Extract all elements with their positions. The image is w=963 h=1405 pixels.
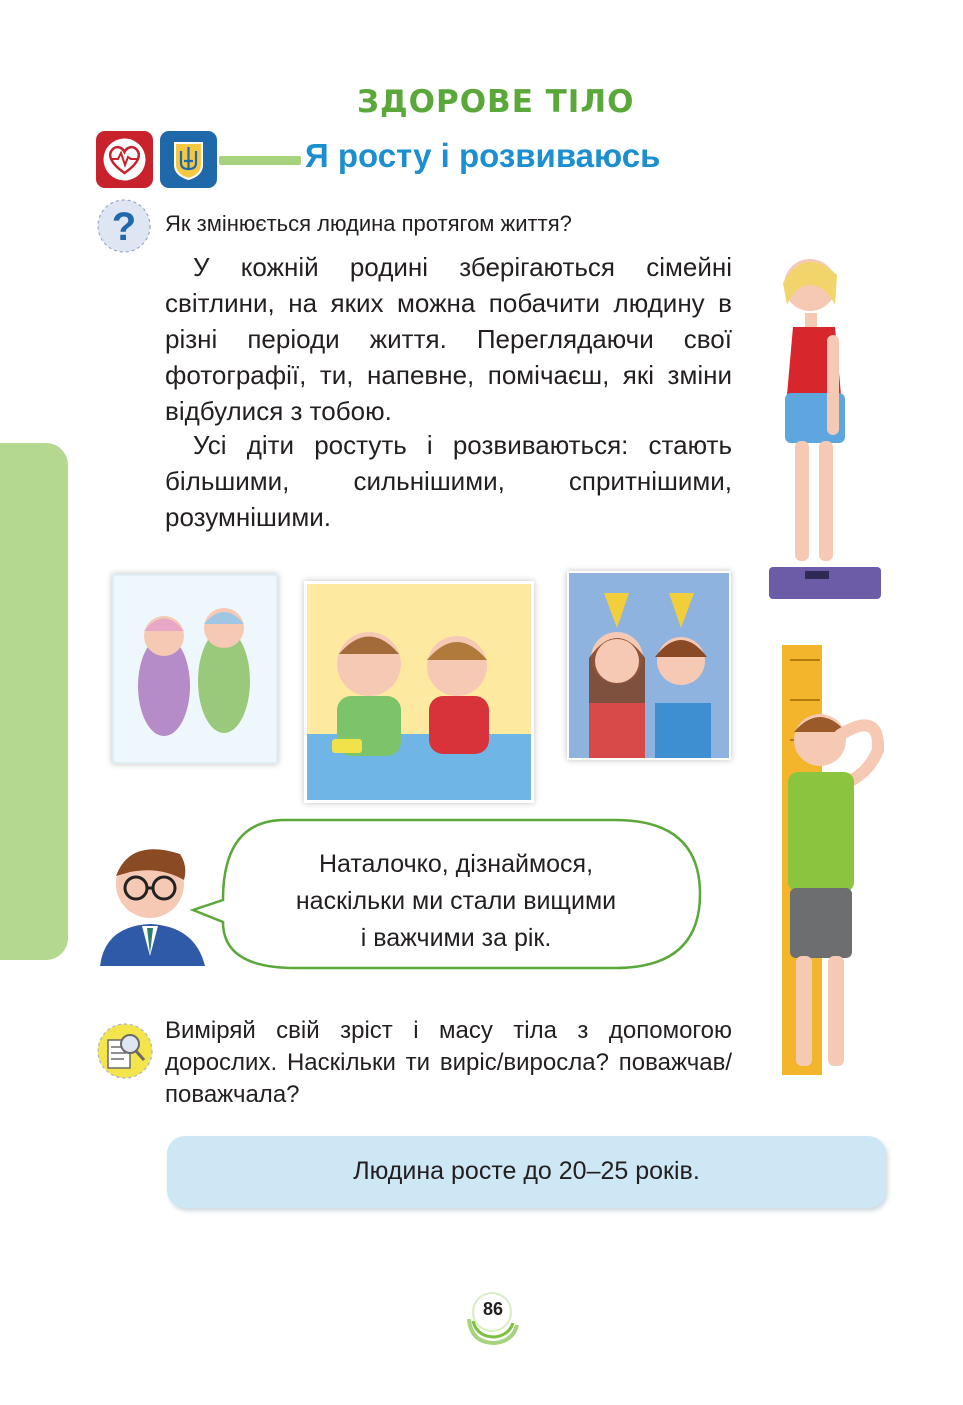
magnifier-document-icon: [96, 1022, 154, 1080]
section-title: ЗДОРОВЕ ТІЛО: [357, 84, 635, 120]
side-tab: [0, 443, 68, 960]
photo-toddlers: [304, 581, 534, 803]
paragraph-children-grow: Усі діти ростуть і розвиваються: стають більшими, сильнішими, спритнішими, розумнішими.: [165, 430, 732, 532]
boy-measuring-height-illustration: [760, 640, 892, 1085]
photo-babies: [112, 574, 278, 764]
question-text: Як змінюється людина протягом життя?: [165, 211, 572, 236]
trident-emblem-icon: [160, 131, 217, 188]
svg-text:?: ?: [111, 205, 137, 249]
photo-girls: [567, 571, 731, 760]
paragraph-family-photos: У кожній родині зберігаються сімейні світлини, на яких можна побачити людину в різні періоди життя. Переглядаючи свої фотографії, ти, напевне, помічаєш, які зміни відбулися з тобою.: [165, 252, 732, 426]
heading-divider: [219, 156, 301, 165]
page-number: 86: [482, 1299, 504, 1319]
speech-line: Наталочко, дізнаймося,: [318, 850, 594, 878]
speech-text: [236, 846, 676, 957]
info-text: Людина росте до 20–25 років.: [353, 1157, 700, 1185]
task-text: Виміряй свій зріст і масу тіла з допомогою дорослих. Наскільки ти виріс/виросла? поважчав/поважчала?: [165, 1017, 732, 1108]
question-mark-icon: [96, 198, 152, 254]
speech-line: наскільки ми стали вищими: [295, 887, 617, 915]
speech-line: і важчими за рік.: [360, 924, 552, 952]
girl-on-scale-illustration: [765, 245, 885, 610]
heart-pulse-icon: [96, 131, 153, 188]
lesson-title: Я росту і розвиваюсь: [305, 137, 661, 174]
